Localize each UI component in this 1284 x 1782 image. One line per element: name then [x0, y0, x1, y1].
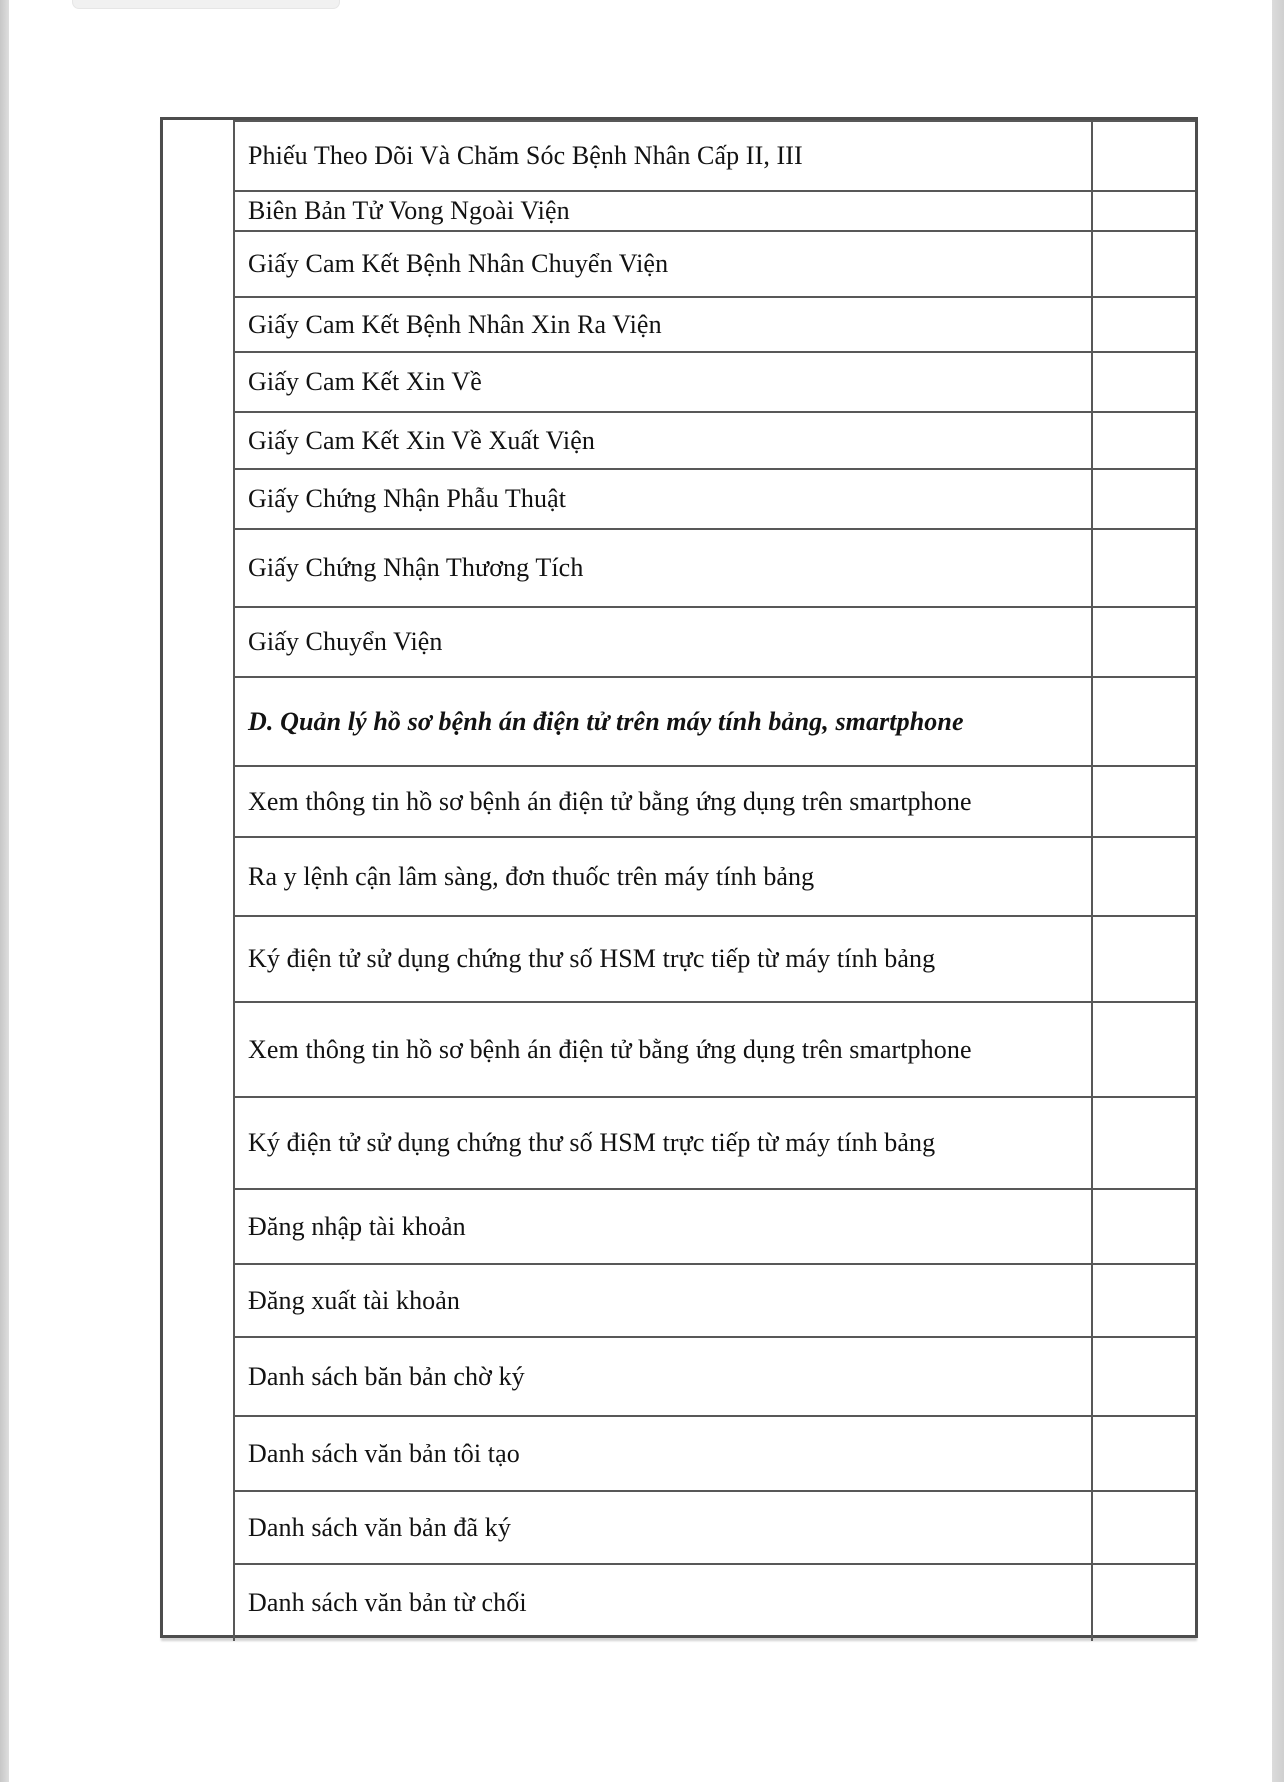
row-label-cell: Giấy Chứng Nhận Phẫu Thuật: [235, 468, 1091, 528]
row-value-cell: [1091, 1188, 1195, 1263]
row-label-cell: Danh sách văn bản đã ký: [235, 1490, 1091, 1563]
row-value-cell: [1091, 411, 1195, 468]
row-value-cell: [1091, 230, 1195, 296]
row-value-cell: [1091, 765, 1195, 836]
row-label-cell: Đăng nhập tài khoản: [235, 1188, 1091, 1263]
row-label-cell: Danh sách băn bản chờ ký: [235, 1336, 1091, 1415]
row-label-cell: Giấy Cam Kết Xin Về: [235, 351, 1091, 411]
row-value-cell: [1091, 190, 1195, 230]
row-label-cell: Giấy Cam Kết Bệnh Nhân Xin Ra Viện: [235, 296, 1091, 351]
row-value-cell: [1091, 1096, 1195, 1188]
row-label-cell: Ra y lệnh cận lâm sàng, đơn thuốc trên máy tính bảng: [235, 836, 1091, 915]
row-label-cell: Phiếu Theo Dõi Và Chăm Sóc Bệnh Nhân Cấp II, III: [235, 120, 1091, 190]
row-value-cell: [1091, 606, 1195, 676]
row-label-cell: Biên Bản Tử Vong Ngoài Viện: [235, 190, 1091, 230]
row-label-cell: Danh sách văn bản từ chối: [235, 1563, 1091, 1641]
row-value-cell: [1091, 1001, 1195, 1096]
row-label-cell: Đăng xuất tài khoản: [235, 1263, 1091, 1336]
row-value-cell: [1091, 468, 1195, 528]
row-value-cell: [1091, 915, 1195, 1001]
row-value-cell: [1091, 1415, 1195, 1490]
checklist-table: [160, 117, 1198, 1638]
left-empty-column: [163, 120, 235, 1641]
row-value-cell: [1091, 1490, 1195, 1563]
row-value-cell: [1091, 676, 1195, 765]
row-value-cell: [1091, 1336, 1195, 1415]
row-label-cell: Danh sách văn bản tôi tạo: [235, 1415, 1091, 1490]
row-value-cell: [1091, 296, 1195, 351]
row-label-cell: Ký điện tử sử dụng chứng thư số HSM trực tiếp từ máy tính bảng: [235, 915, 1091, 1001]
page-right-edge: [1272, 0, 1284, 1782]
row-value-cell: [1091, 1263, 1195, 1336]
row-value-cell: [1091, 351, 1195, 411]
row-label-cell: Xem thông tin hồ sơ bệnh án điện tử bằng ứng dụng trên smartphone: [235, 1001, 1091, 1096]
row-label-cell: D. Quản lý hồ sơ bệnh án điện tử trên máy tính bảng, smartphone: [235, 676, 1091, 765]
row-label-cell: Giấy Chứng Nhận Thương Tích: [235, 528, 1091, 606]
row-value-cell: [1091, 1563, 1195, 1641]
row-value-cell: [1091, 120, 1195, 190]
row-label-cell: Giấy Cam Kết Bệnh Nhân Chuyển Viện: [235, 230, 1091, 296]
row-value-cell: [1091, 836, 1195, 915]
row-value-cell: [1091, 528, 1195, 606]
row-label-cell: Xem thông tin hồ sơ bệnh án điện tử bằng ứng dụng trên smartphone: [235, 765, 1091, 836]
row-label-cell: Giấy Cam Kết Xin Về Xuất Viện: [235, 411, 1091, 468]
row-label-cell: Ký điện tử sử dụng chứng thư số HSM trực tiếp từ máy tính bảng: [235, 1096, 1091, 1188]
top-edge-remnant: [72, 0, 340, 9]
page-left-edge: [0, 0, 9, 1782]
row-label-cell: Giấy Chuyển Viện: [235, 606, 1091, 676]
